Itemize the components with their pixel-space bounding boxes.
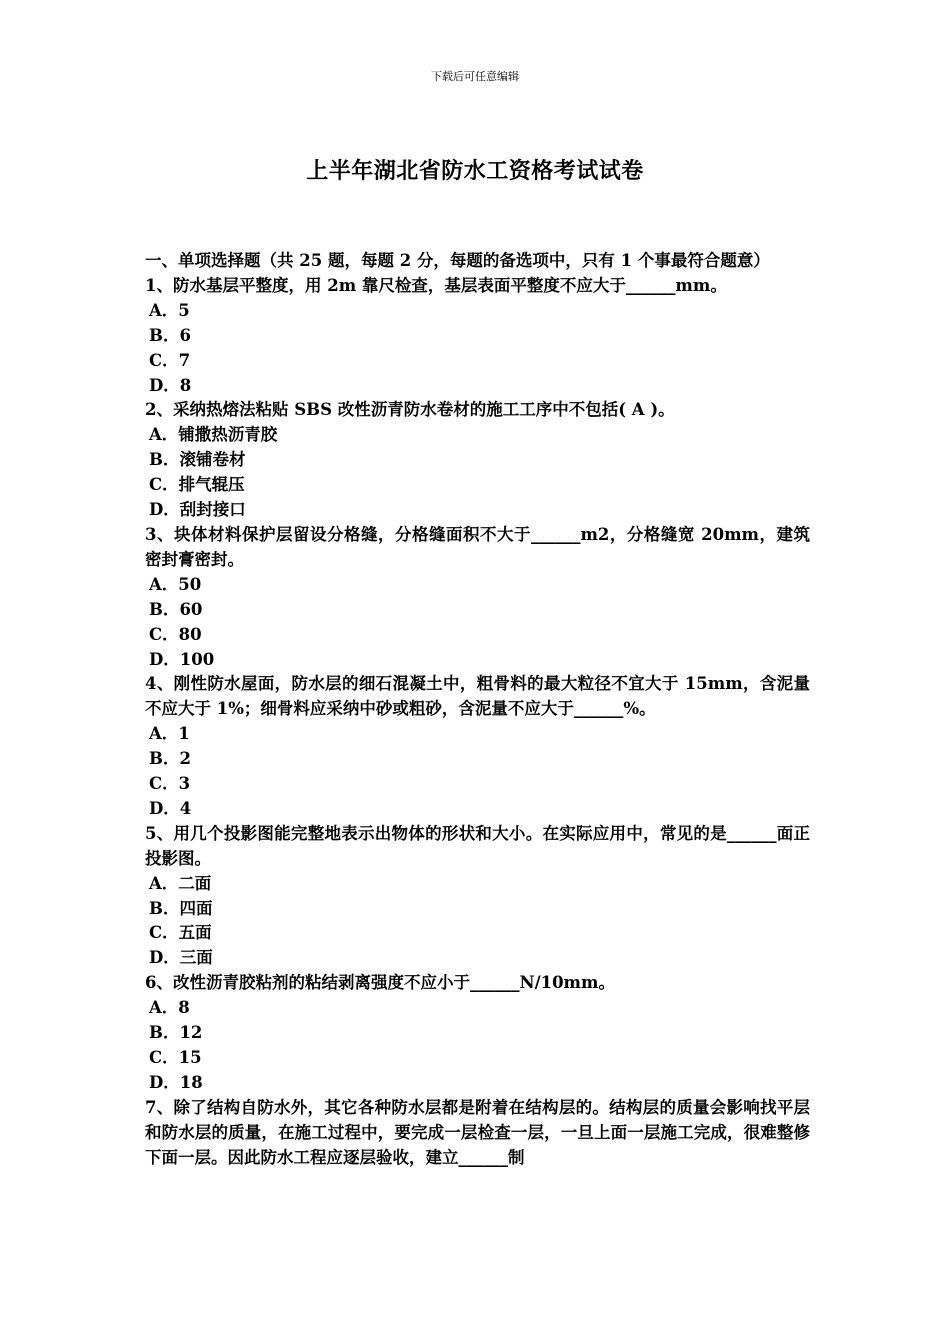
question-3 <box>145 523 810 672</box>
question-stem: 6、改性沥青胶粘剂的粘结剥离强度不应小于______N/10mm。 <box>145 973 615 993</box>
option-a: A．8 <box>149 998 190 1018</box>
question-stem: 1、防水基层平整度，用 2m 靠尺检查，基层表面平整度不应大于______mm。 <box>145 275 727 295</box>
option-a: A．50 <box>149 574 202 594</box>
option-b: B．滚铺卷材 <box>149 450 246 470</box>
question-stem: 4、刚性防水屋面，防水层的细石混凝土中，粗骨料的最大粒径不宜大于 15mm，含泥量不应大于 1%；细骨料应采纳中砂或粗砂，含泥量不应大于______%。 <box>145 674 810 719</box>
question-4 <box>145 672 810 821</box>
question-5 <box>145 822 810 971</box>
option-b: B．6 <box>149 325 191 345</box>
option-a: A．二面 <box>149 873 212 893</box>
option-b: B．60 <box>149 599 203 619</box>
question-stem: 2、采纳热熔法粘贴 SBS 改性沥青防水卷材的施工工序中不包括( A )。 <box>145 400 675 420</box>
question-stem: 5、用几个投影图能完整地表示出物体的形状和大小。在实际应用中，常见的是______面正投影图。 <box>145 823 810 868</box>
question-1 <box>145 274 810 399</box>
option-a: A．铺撒热沥青胶 <box>149 425 278 445</box>
option-d: D．100 <box>149 649 215 669</box>
option-c: C．排气辊压 <box>149 475 245 495</box>
page-title: 上半年湖北省防水工资格考试试卷 <box>306 158 644 184</box>
question-6 <box>145 971 810 1096</box>
option-d: D．4 <box>149 798 192 818</box>
option-a: A．5 <box>149 300 190 320</box>
option-d: D．三面 <box>149 948 213 968</box>
exam-content <box>145 249 810 1171</box>
option-a: A．1 <box>149 724 190 744</box>
option-b: B．2 <box>149 749 191 769</box>
header-note: 下载后可任意编辑 <box>431 70 519 83</box>
option-d: D．刮封接口 <box>149 500 246 520</box>
question-7 <box>145 1096 810 1171</box>
option-c: C．五面 <box>149 923 212 943</box>
option-b: B．12 <box>149 1023 203 1043</box>
section-heading: 一、单项选择题（共 25 题，每题 2 分，每题的备选项中，只有 1 个事最符合题意） <box>145 251 770 270</box>
option-c: C．7 <box>149 350 191 370</box>
question-stem: 7、除了结构自防水外，其它各种防水层都是附着在结构层的。结构层的质量会影响找平层和防水层的质量，在施工过程中，要完成一层检查一层，一旦上面一层施工完成，很难整修下面一层。因此防水工程应逐层验收，建立______制 <box>145 1097 810 1167</box>
option-c: C．80 <box>149 624 202 644</box>
option-d: D．18 <box>149 1072 203 1092</box>
question-2 <box>145 398 810 523</box>
option-c: C．15 <box>149 1048 202 1067</box>
question-stem: 3、块体材料保护层留设分格缝，分格缝面积不大于______m2，分格缝宽 20mm，建筑密封膏密封。 <box>145 524 810 569</box>
option-d: D．8 <box>149 375 192 395</box>
option-b: B．四面 <box>149 898 213 918</box>
option-c: C．3 <box>149 774 191 794</box>
